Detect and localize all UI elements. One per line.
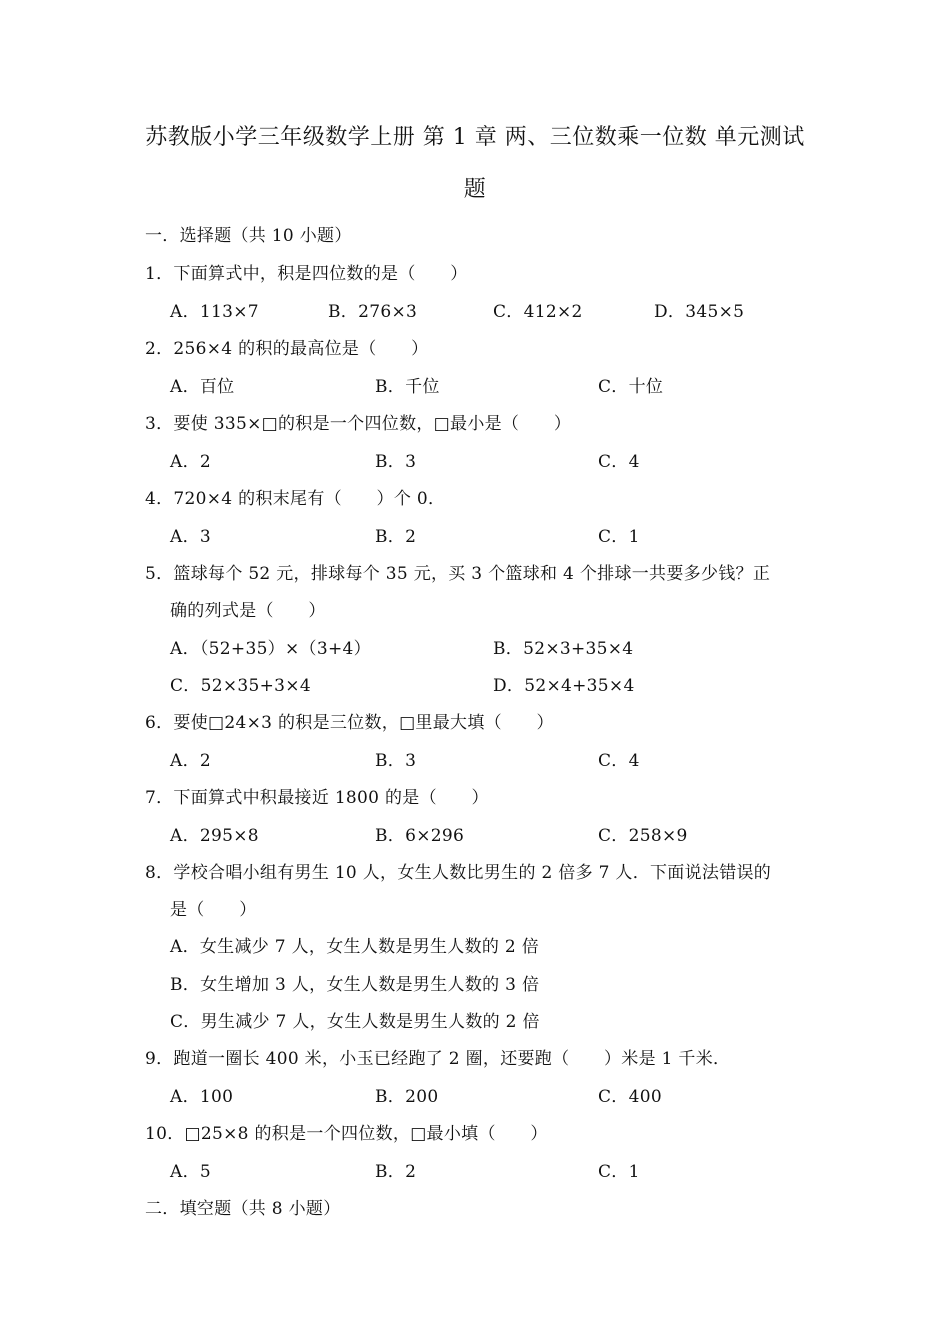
question-4-option-c: C．1 [598, 527, 640, 547]
question-5-option-b: B．52×3+35×4 [493, 639, 634, 659]
question-2-option-b: B．千位 [375, 377, 440, 397]
document-title-line-1: 苏教版小学三年级数学上册 第 1 章 两、三位数乘一位数 单元测试 [145, 125, 805, 150]
question-5-option-d: D．52×4+35×4 [493, 676, 635, 696]
question-10-option-c: C．1 [598, 1162, 640, 1182]
question-8-text: 8．学校合唱小组有男生 10 人，女生人数比男生的 2 倍多 7 人．下面说法错误的 [145, 863, 772, 883]
question-9-option-c: C．400 [598, 1087, 662, 1107]
question-3-option-b: B．3 [375, 452, 417, 472]
question-6-option-c: C．4 [598, 751, 640, 771]
section-heading-choice: 一．选择题（共 10 小题） [145, 226, 352, 246]
question-6-option-b: B．3 [375, 751, 417, 771]
question-6-option-a: A．2 [170, 751, 211, 771]
question-5-option-a: A．（52+35）×（3+4） [170, 639, 371, 659]
question-10-option-b: B．2 [375, 1162, 417, 1182]
question-2-option-a: A．百位 [170, 377, 235, 397]
question-2-option-c: C．十位 [598, 377, 664, 397]
question-3-option-a: A．2 [170, 452, 211, 472]
question-1-text: 1．下面算式中，积是四位数的是（ ） [145, 264, 468, 284]
question-1-option-b: B．276×3 [328, 302, 418, 322]
question-7-option-a: A．295×8 [170, 826, 259, 846]
document-title-line-2: 题 [463, 177, 487, 202]
question-9-option-a: A．100 [170, 1087, 234, 1107]
question-8-option-b: B．女生增加 3 人，女生人数是男生人数的 3 倍 [170, 975, 540, 995]
question-7-text: 7．下面算式中积最接近 1800 的是（ ） [145, 788, 489, 808]
question-4-option-a: A．3 [170, 527, 211, 547]
question-6-text: 6．要使□24×3 的积是三位数，□里最大填（ ） [145, 713, 554, 733]
question-2-text: 2．256×4 的积的最高位是（ ） [145, 339, 429, 359]
question-5-option-c: C．52×35+3×4 [170, 676, 311, 696]
question-1-option-d: D．345×5 [654, 302, 745, 322]
question-9-option-b: B．200 [375, 1087, 439, 1107]
question-8-text-continued: 是（ ） [170, 900, 257, 920]
question-10-text: 10．□25×8 的积是一个四位数，□最小填（ ） [145, 1124, 548, 1144]
question-4-text: 4．720×4 的积末尾有（ ）个 0． [145, 489, 446, 509]
question-5-text-continued: 确的列式是（ ） [170, 601, 326, 621]
question-3-text: 3．要使 335×□的积是一个四位数，□最小是（ ） [145, 414, 572, 434]
section-heading-fill-in: 二．填空题（共 8 小题） [145, 1199, 341, 1219]
question-5-text: 5．篮球每个 52 元，排球每个 35 元，买 3 个篮球和 4 个排球一共要多少钱？正 [145, 564, 771, 584]
question-8-option-a: A．女生减少 7 人，女生人数是男生人数的 2 倍 [170, 937, 540, 957]
question-3-option-c: C．4 [598, 452, 640, 472]
question-10-option-a: A．5 [170, 1162, 211, 1182]
question-8-option-c: C．男生减少 7 人，女生人数是男生人数的 2 倍 [170, 1012, 540, 1032]
question-9-text: 9．跑道一圈长 400 米，小玉已经跑了 2 圈，还要跑（ ）米是 1 千米． [145, 1049, 731, 1069]
question-7-option-b: B．6×296 [375, 826, 465, 846]
question-1-option-c: C．412×2 [493, 302, 583, 322]
question-7-option-c: C．258×9 [598, 826, 688, 846]
question-4-option-b: B．2 [375, 527, 417, 547]
question-1-option-a: A．113×7 [170, 302, 259, 322]
